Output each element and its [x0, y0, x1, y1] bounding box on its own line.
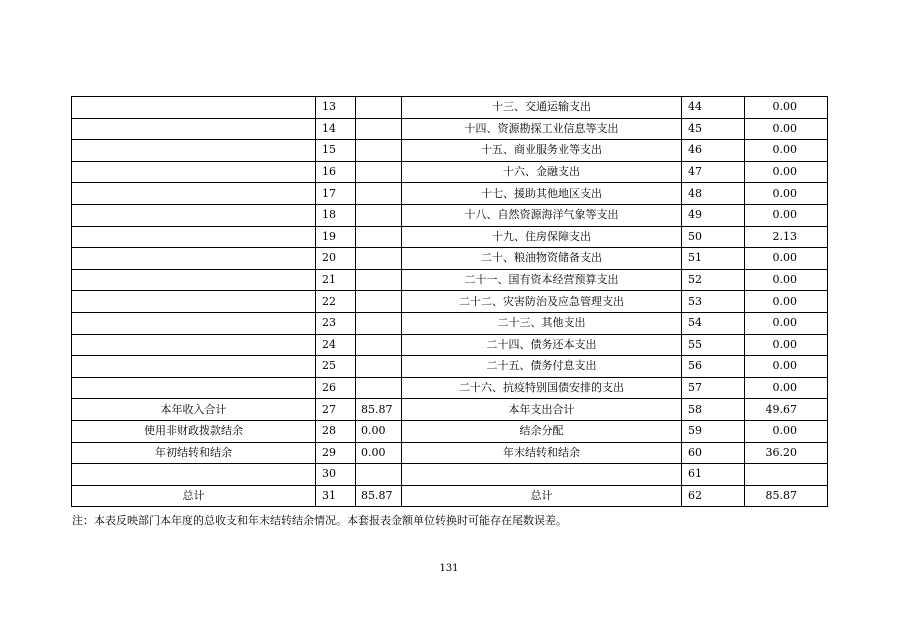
table-footnote: 注：本表反映部门本年度的总收支和年末结转结余情况。本套报表金额单位转换时可能存在尾数误差。: [72, 514, 567, 527]
expenditure-row-number: 61: [682, 464, 745, 486]
table-row: [72, 334, 828, 356]
expenditure-row-number: 50: [682, 226, 745, 248]
income-amount: [356, 183, 402, 205]
expenditure-item-label: 二十四、债务还本支出: [402, 334, 682, 356]
income-item-label: [72, 118, 316, 140]
income-amount: [356, 248, 402, 270]
income-row-number: 13: [316, 97, 356, 119]
income-row-number: 14: [316, 118, 356, 140]
table-row: [72, 356, 828, 378]
income-amount: [356, 312, 402, 334]
expenditure-amount: 0.00: [745, 140, 828, 162]
table-row: [72, 140, 828, 162]
expenditure-amount: 36.20: [745, 442, 828, 464]
table-row: [72, 204, 828, 226]
expenditure-item-label: 二十、粮油物资储备支出: [402, 248, 682, 270]
table-row: [72, 312, 828, 334]
income-row-number: 27: [316, 399, 356, 421]
income-amount: [356, 464, 402, 486]
income-item-label: 使用非财政拨款结余: [72, 420, 316, 442]
table-row: [72, 420, 828, 442]
expenditure-row-number: 62: [682, 485, 745, 507]
income-expenditure-table: [71, 96, 828, 507]
expenditure-item-label: 二十五、债务付息支出: [402, 356, 682, 378]
expenditure-item-label: 二十三、其他支出: [402, 312, 682, 334]
expenditure-row-number: 45: [682, 118, 745, 140]
expenditure-item-label: 结余分配: [402, 420, 682, 442]
income-amount: [356, 356, 402, 378]
expenditure-item-label: 十三、交通运输支出: [402, 97, 682, 119]
expenditure-amount: 0.00: [745, 291, 828, 313]
income-row-number: 28: [316, 420, 356, 442]
income-row-number: 24: [316, 334, 356, 356]
income-item-label: [72, 377, 316, 399]
income-row-number: 30: [316, 464, 356, 486]
expenditure-item-label: 总计: [402, 485, 682, 507]
expenditure-amount: 0.00: [745, 312, 828, 334]
expenditure-row-number: 59: [682, 420, 745, 442]
table-row: [72, 248, 828, 270]
expenditure-row-number: 60: [682, 442, 745, 464]
income-amount: [356, 161, 402, 183]
expenditure-row-number: 57: [682, 377, 745, 399]
table-row: [72, 161, 828, 183]
income-row-number: 23: [316, 312, 356, 334]
table-row: [72, 183, 828, 205]
income-item-label: [72, 226, 316, 248]
income-item-label: [72, 183, 316, 205]
expenditure-amount: 0.00: [745, 248, 828, 270]
income-amount: [356, 291, 402, 313]
expenditure-amount: 85.87: [745, 485, 828, 507]
income-item-label: [72, 356, 316, 378]
income-item-label: 本年收入合计: [72, 399, 316, 421]
table-row: [72, 464, 828, 486]
table-row: [72, 377, 828, 399]
income-row-number: 31: [316, 485, 356, 507]
expenditure-item-label: 年末结转和结余: [402, 442, 682, 464]
income-item-label: [72, 334, 316, 356]
income-item-label: [72, 312, 316, 334]
income-row-number: 17: [316, 183, 356, 205]
income-amount: [356, 118, 402, 140]
expenditure-item-label: 十七、援助其他地区支出: [402, 183, 682, 205]
expenditure-row-number: 56: [682, 356, 745, 378]
expenditure-amount: 0.00: [745, 356, 828, 378]
income-item-label: [72, 464, 316, 486]
expenditure-item-label: 十九、住房保障支出: [402, 226, 682, 248]
expenditure-amount: 0.00: [745, 420, 828, 442]
table-row: [72, 442, 828, 464]
income-amount: 85.87: [356, 399, 402, 421]
income-row-number: 21: [316, 269, 356, 291]
expenditure-amount: 49.67: [745, 399, 828, 421]
table-row: [72, 118, 828, 140]
expenditure-item-label: 十五、商业服务业等支出: [402, 140, 682, 162]
income-amount: [356, 140, 402, 162]
income-row-number: 20: [316, 248, 356, 270]
income-amount: 0.00: [356, 420, 402, 442]
income-row-number: 16: [316, 161, 356, 183]
expenditure-amount: 0.00: [745, 334, 828, 356]
expenditure-item-label: 二十六、抗疫特别国债安排的支出: [402, 377, 682, 399]
expenditure-item-label: 二十一、国有资本经营预算支出: [402, 269, 682, 291]
expenditure-item-label: 二十二、灾害防治及应急管理支出: [402, 291, 682, 313]
income-item-label: [72, 161, 316, 183]
income-item-label: [72, 140, 316, 162]
table-row: [72, 269, 828, 291]
income-row-number: 26: [316, 377, 356, 399]
expenditure-row-number: 44: [682, 97, 745, 119]
expenditure-amount: 0.00: [745, 183, 828, 205]
expenditure-item-label: [402, 464, 682, 486]
expenditure-row-number: 48: [682, 183, 745, 205]
expenditure-row-number: 52: [682, 269, 745, 291]
table-row: [72, 97, 828, 119]
table-body: [72, 97, 828, 507]
income-row-number: 25: [316, 356, 356, 378]
income-item-label: [72, 248, 316, 270]
table-row: [72, 399, 828, 421]
expenditure-row-number: 53: [682, 291, 745, 313]
expenditure-item-label: 十六、金融支出: [402, 161, 682, 183]
income-amount: 85.87: [356, 485, 402, 507]
table-row: [72, 485, 828, 507]
expenditure-item-label: 本年支出合计: [402, 399, 682, 421]
income-item-label: [72, 269, 316, 291]
income-amount: [356, 377, 402, 399]
expenditure-row-number: 54: [682, 312, 745, 334]
income-amount: [356, 97, 402, 119]
income-row-number: 19: [316, 226, 356, 248]
income-amount: [356, 226, 402, 248]
expenditure-row-number: 47: [682, 161, 745, 183]
expenditure-amount: 0.00: [745, 161, 828, 183]
income-item-label: 年初结转和结余: [72, 442, 316, 464]
expenditure-amount: 2.13: [745, 226, 828, 248]
income-row-number: 15: [316, 140, 356, 162]
income-amount: 0.00: [356, 442, 402, 464]
table-row: [72, 226, 828, 248]
expenditure-row-number: 51: [682, 248, 745, 270]
table-row: [72, 291, 828, 313]
income-amount: [356, 269, 402, 291]
expenditure-amount: [745, 464, 828, 486]
expenditure-row-number: 49: [682, 204, 745, 226]
expenditure-amount: 0.00: [745, 97, 828, 119]
income-row-number: 29: [316, 442, 356, 464]
income-item-label: [72, 97, 316, 119]
income-amount: [356, 334, 402, 356]
expenditure-row-number: 55: [682, 334, 745, 356]
page-number: 131: [439, 563, 459, 574]
income-item-label: [72, 204, 316, 226]
income-row-number: 18: [316, 204, 356, 226]
income-item-label: [72, 291, 316, 313]
income-row-number: 22: [316, 291, 356, 313]
expenditure-amount: 0.00: [745, 269, 828, 291]
expenditure-row-number: 58: [682, 399, 745, 421]
expenditure-row-number: 46: [682, 140, 745, 162]
income-item-label: 总计: [72, 485, 316, 507]
income-amount: [356, 204, 402, 226]
expenditure-item-label: 十四、资源勘探工业信息等支出: [402, 118, 682, 140]
expenditure-amount: 0.00: [745, 377, 828, 399]
expenditure-amount: 0.00: [745, 204, 828, 226]
expenditure-item-label: 十八、自然资源海洋气象等支出: [402, 204, 682, 226]
expenditure-amount: 0.00: [745, 118, 828, 140]
